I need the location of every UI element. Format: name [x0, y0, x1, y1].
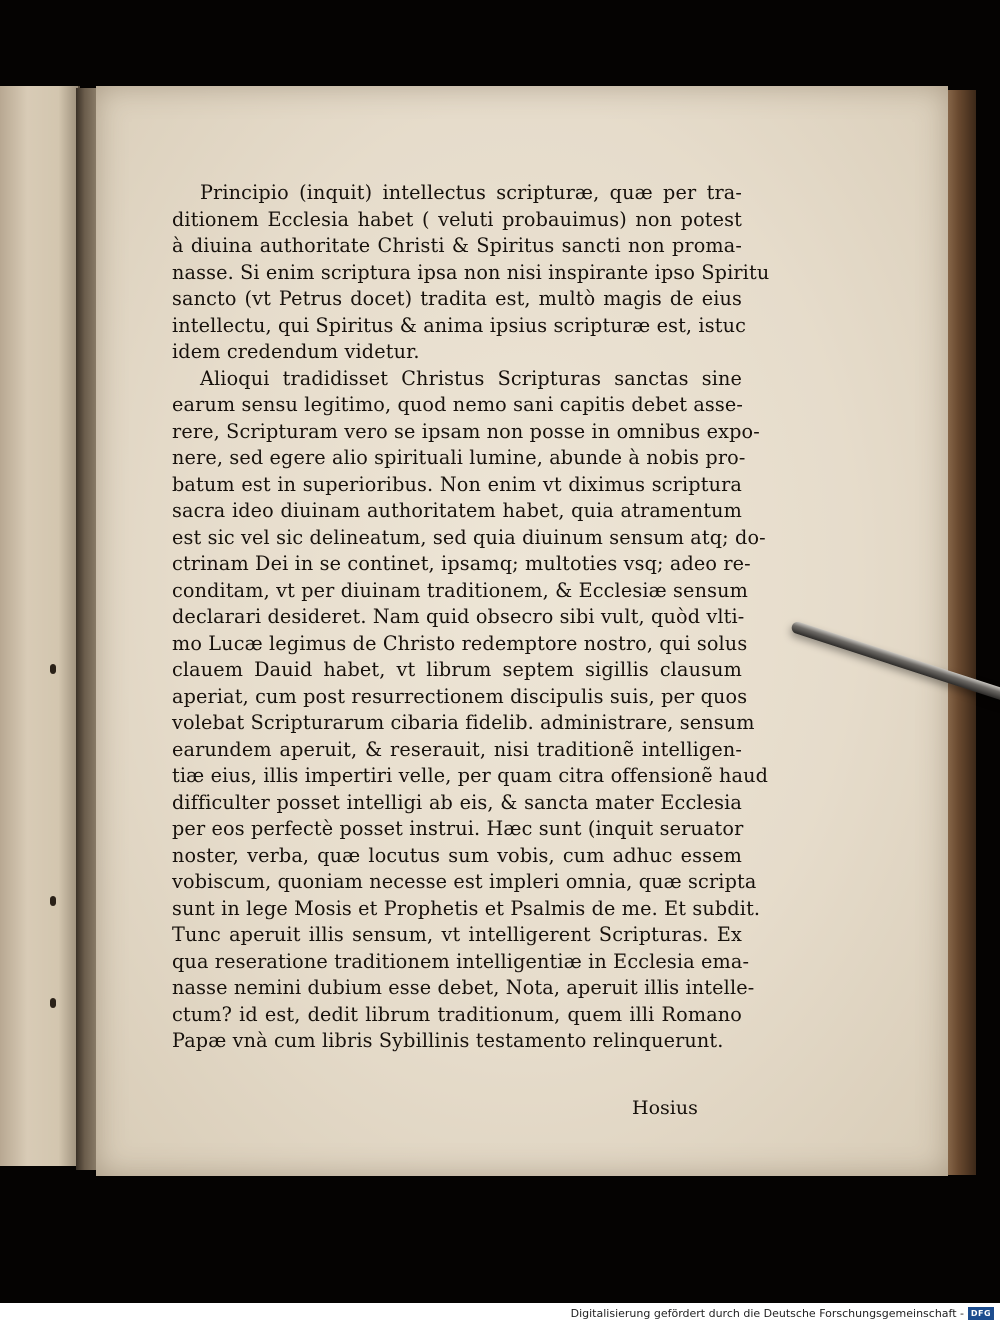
left-neighbour-page	[0, 86, 80, 1166]
binding-hole	[50, 664, 56, 674]
book-gutter	[76, 88, 98, 1170]
paragraph-2	[172, 366, 769, 1055]
text-line: earum sensu legitimo, quod nemo sani capitis debet asse-	[172, 393, 744, 416]
text-line: sancto (vt Petrus docet) tradita est, multò magis de eius	[172, 287, 742, 310]
text-line: rere, Scripturam vero se ipsam non posse in omnibus expo-	[172, 419, 760, 443]
footer-credit: Digitalisierung gefördert durch die Deutsche Forschungsgemeinschaft -	[570, 1307, 964, 1320]
text-line: per eos perfectè posset instrui. Hæc sunt (inquit seruator	[172, 817, 744, 840]
text-line: qua reseratione traditionem intelligentiæ in Ecclesia ema-	[172, 949, 750, 973]
text-line: idem credendum videtur.	[172, 340, 420, 363]
text-line: tiæ eius, illis impertiri velle, per quam citra offensionẽ haud	[172, 764, 769, 787]
binding-hole	[50, 896, 56, 906]
text-line: ctum? id est, dedit librum traditionum, quem illi Romano	[172, 1002, 742, 1026]
paragraph-1	[172, 180, 770, 366]
text-line: est sic vel sic delineatum, sed quia diuinum sensum atq; do-	[172, 525, 766, 549]
text-line: Papæ vnà cum libris Sybillinis testamento relinquerunt.	[172, 1029, 724, 1052]
text-line: ctrinam Dei in se continet, ipsamq; multoties vsq; adeo re-	[172, 552, 751, 575]
text-line: difficulter posset intelligi ab eis, & sancta mater Ecclesia	[172, 790, 742, 814]
text-line: ditionem Ecclesia habet ( veluti probauimus) non potest	[172, 207, 742, 231]
digitization-footer	[0, 1303, 1000, 1325]
text-line: volebat Scripturarum cibaria fidelib. administrare, sensum	[172, 711, 755, 734]
text-line: noster, verba, quæ locutus sum vobis, cum adhuc essem	[172, 843, 742, 867]
text-line: batum est in superioribus. Non enim vt diximus scriptura	[172, 472, 742, 496]
book-cover-edge	[946, 90, 976, 1175]
text-line: intellectu, qui Spiritus & anima ipsius scripturæ est, istuc	[172, 313, 746, 337]
dfg-logo: DFG	[968, 1307, 994, 1320]
binding-hole	[50, 998, 56, 1008]
page-text	[172, 180, 770, 1055]
text-line: Principio (inquit) intellectus scripturæ, quæ per tra-	[200, 181, 742, 204]
text-line: earundem aperuit, & reserauit, nisi traditionẽ intelligen-	[172, 737, 742, 761]
text-line: sunt in lege Mosis et Prophetis et Psalmis de me. Et subdit.	[172, 896, 761, 920]
text-line: nasse nemini dubium esse debet, Nota, aperuit illis intelle-	[172, 976, 755, 999]
text-line: aperiat, cum post resurrectionem discipulis suis, per quos	[172, 684, 748, 708]
text-line: Tunc aperuit illis sensum, vt intelligerent Scripturas. Ex	[172, 923, 742, 946]
text-line: sacra ideo diuinam authoritatem habet, quia atramentum	[172, 499, 742, 522]
text-line: à diuina authoritate Christi & Spiritus sancti non proma-	[172, 234, 742, 257]
text-line: mo Lucæ legimus de Christo redemptore nostro, qui solus	[172, 631, 748, 655]
text-line: nasse. Si enim scriptura ipsa non nisi inspirante ipso Spiritu	[172, 260, 770, 284]
catchword: Hosius	[632, 1097, 698, 1119]
text-line: Alioqui tradidisset Christus Scripturas sanctas sine	[200, 366, 742, 390]
text-line: vobiscum, quoniam necesse est impleri omnia, quæ scripta	[172, 870, 757, 893]
text-line: clauem Dauid habet, vt librum septem sigillis clausum	[172, 658, 742, 681]
text-line: declarari desideret. Nam quid obsecro sibi vult, quòd vlti-	[172, 605, 745, 628]
text-line: nere, sed egere alio spirituali lumine, abunde à nobis pro-	[172, 446, 746, 469]
text-line: conditam, vt per diuinam traditionem, & Ecclesiæ sensum	[172, 578, 748, 602]
